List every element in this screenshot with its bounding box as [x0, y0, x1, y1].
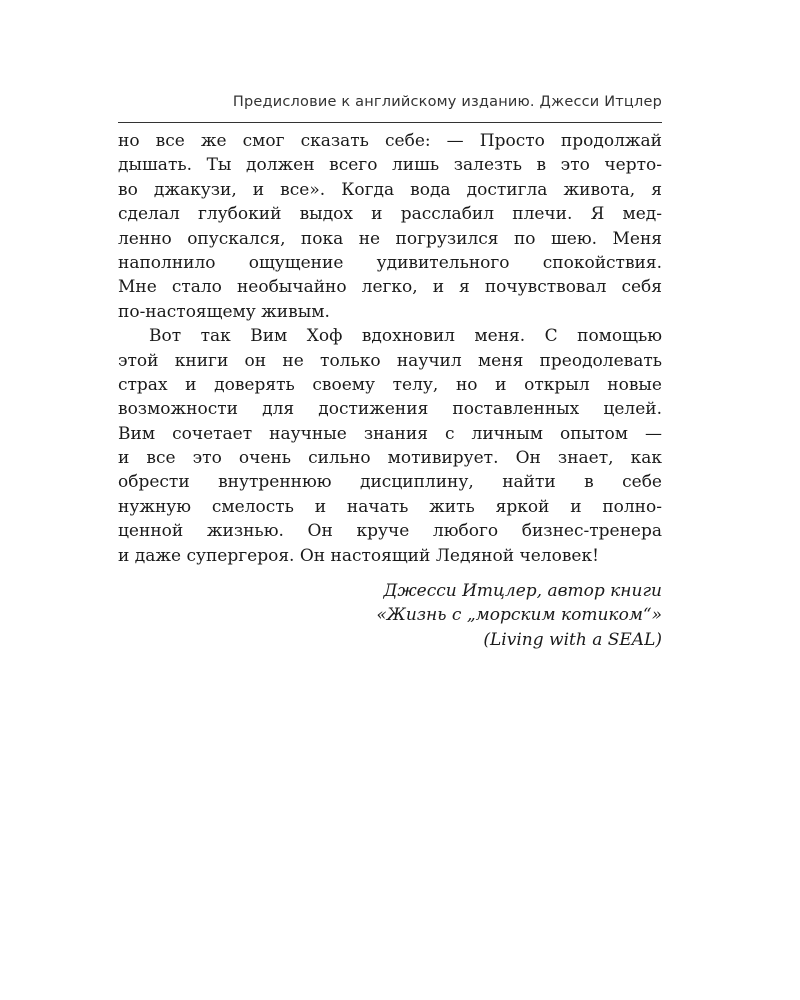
text-line: обрести внутреннюю дисциплину, найти в себе	[118, 472, 662, 493]
text-line: ленно опускался, пока не погрузился по шею. Меня	[118, 228, 662, 249]
text-line: нужную смелость и начать жить яркой и полно-	[118, 496, 662, 517]
paragraph-1	[118, 129, 662, 324]
body-text	[118, 129, 662, 568]
text-line: ценной жизнью. Он круче любого бизнес-тренера	[118, 521, 662, 542]
signature-original-title: (Living with a SEAL)	[483, 629, 662, 650]
text-line: дышать. Ты должен всего лишь залезть в это черто-	[118, 155, 662, 176]
text-line: по-настоящему живым.	[118, 301, 330, 322]
signature-author: Джесси Итцлер, автор книги	[383, 581, 662, 601]
text-line: и все это очень сильно мотивирует. Он знает, как	[118, 448, 662, 469]
text-line: этой книги он не только научил меня преодолевать	[118, 350, 662, 371]
signature-book-title: «Жизнь с „морским котиком“»	[376, 605, 662, 626]
text-line: во джакузи, и все». Когда вода достигла живота, я	[118, 179, 662, 200]
running-header: Предисловие к английскому изданию. Джесси Итцлер	[232, 94, 662, 110]
text-line: Вот так Вим Хоф вдохновил меня. С помощью	[149, 326, 662, 347]
text-line: страх и доверять своему телу, но и открыл новые	[118, 374, 662, 395]
text-line: наполнило ощущение удивительного спокойствия.	[118, 252, 662, 273]
header-rule	[118, 122, 662, 123]
paragraph-2	[118, 324, 662, 568]
text-line: сделал глубокий выдох и расслабил плечи. Я мед-	[118, 204, 662, 225]
signature-block	[118, 579, 662, 652]
text-line: Мне стало необычайно легко, и я почувствовал себя	[118, 277, 662, 298]
text-line: Вим сочетает научные знания с личным опытом —	[118, 423, 662, 444]
text-line: но все же смог сказать себе: — Просто продолжай	[118, 131, 662, 151]
text-line: возможности для достижения поставленных целей.	[118, 399, 662, 420]
text-line: и даже супергероя. Он настоящий Ледяной человек!	[118, 545, 599, 566]
